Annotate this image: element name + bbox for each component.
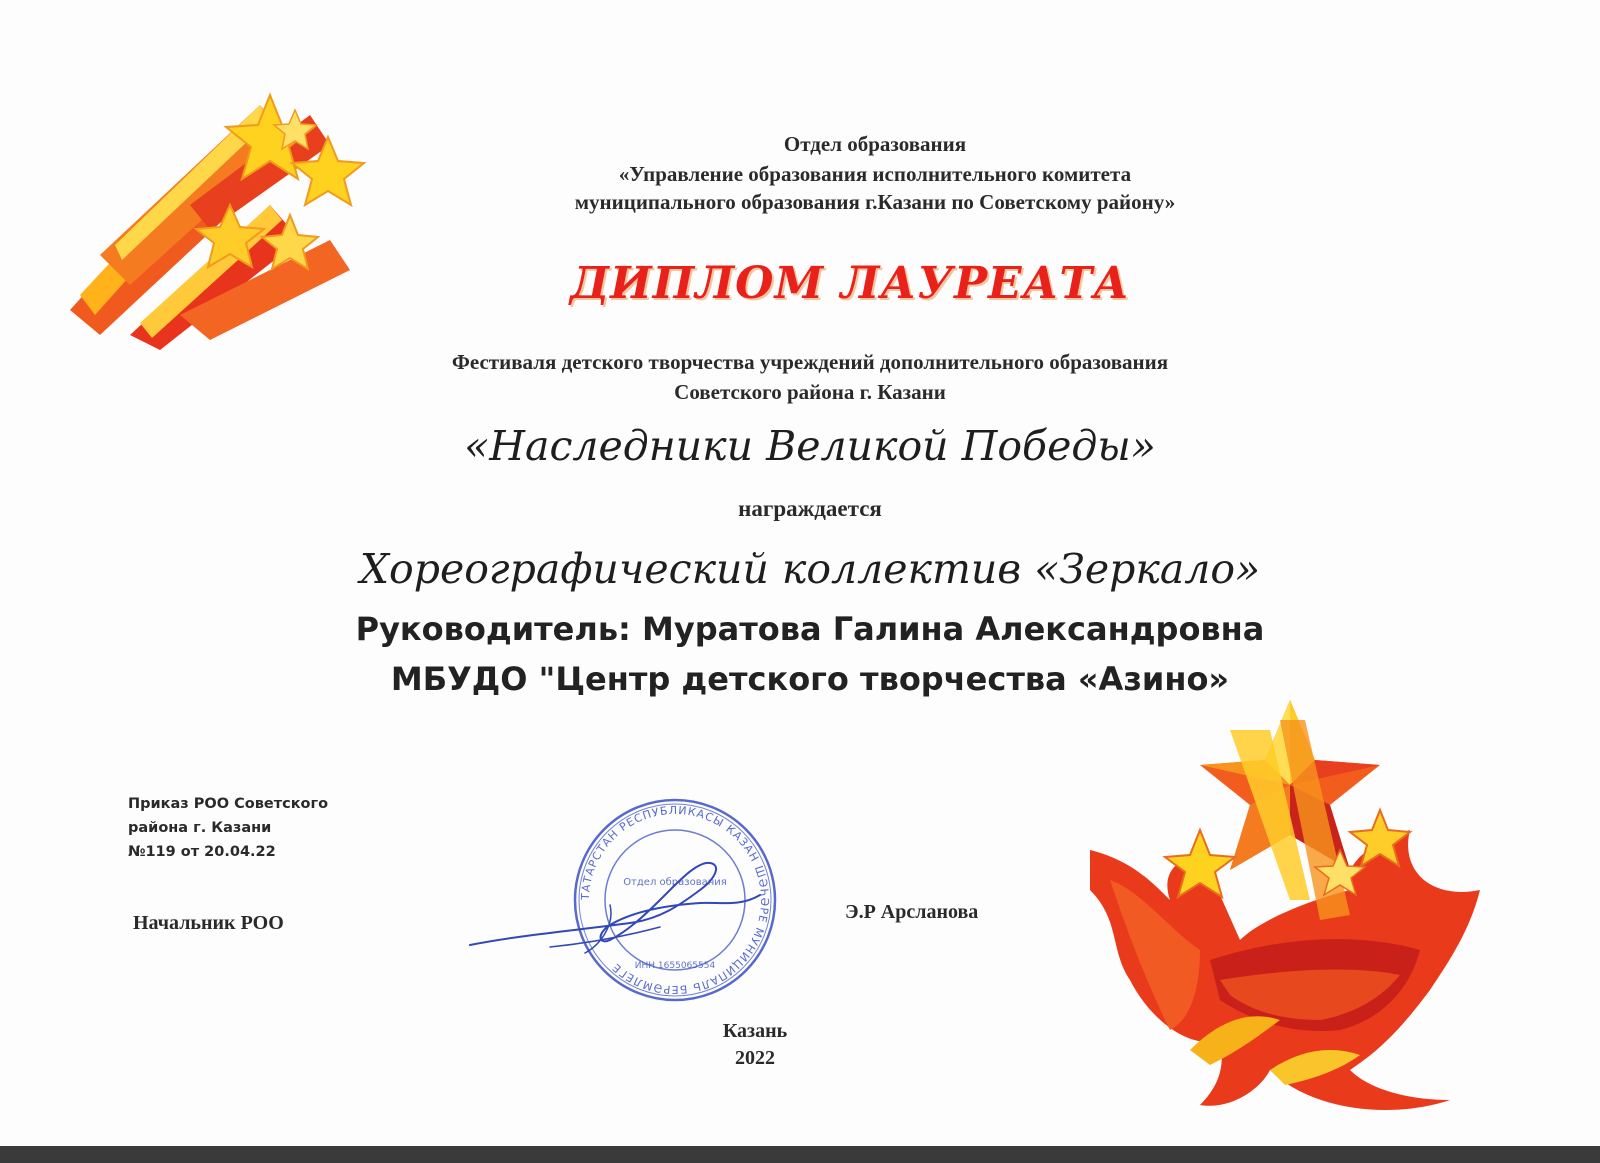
order-line-3: №119 от 20.04.22 (128, 844, 276, 860)
signature-position: Начальник РОО (133, 912, 284, 934)
festival-line-1: Фестиваля детского творчества учреждений дополнительного образования (451, 350, 1169, 374)
diploma-title: ДИПЛОМ ЛАУРЕАТА (569, 258, 1130, 309)
festival-name: «Наследники Великой Победы» (464, 422, 1156, 470)
recipient-leader: Руководитель: Муратова Галина Александровна (355, 610, 1265, 648)
footer-city: Казань (722, 1020, 788, 1042)
signature-name: Э.Р Арсланова (845, 901, 979, 923)
header-line-2: «Управление образования исполнительного комитета (618, 162, 1132, 186)
flame-stars-decoration (1050, 690, 1490, 1130)
footer-year: 2022 (735, 1047, 775, 1069)
awarded-label: награждается (738, 496, 882, 521)
stamp-outer-text: ТАТАРСТАН РЕСПУБЛИКАСЫ КАЗАН ШӘҺӘРЕ МУНИЦИПАЛЬ БЕРӘМЛЕГЕ (578, 803, 772, 997)
stamp-inner-text: Отдел образования (623, 877, 727, 888)
order-line-1: Приказ РОО Советского (128, 796, 329, 812)
recipient-institution: МБУДО "Центр детского творчества «Азино» (390, 660, 1230, 698)
festival-line-2: Советского района г. Казани (674, 380, 946, 404)
scan-edge (0, 1146, 1600, 1163)
stamp-inn: ИНН 1655065554 (634, 961, 716, 971)
order-block (128, 792, 328, 864)
header-line-1: Отдел образования (783, 132, 967, 156)
order-line-2: района г. Казани (128, 820, 272, 836)
header-line-3: муниципального образования г.Казани по Советскому району» (574, 190, 1176, 214)
handwritten-signature (460, 835, 790, 965)
recipient-collective: Хореографический коллектив «Зеркало» (359, 545, 1261, 593)
